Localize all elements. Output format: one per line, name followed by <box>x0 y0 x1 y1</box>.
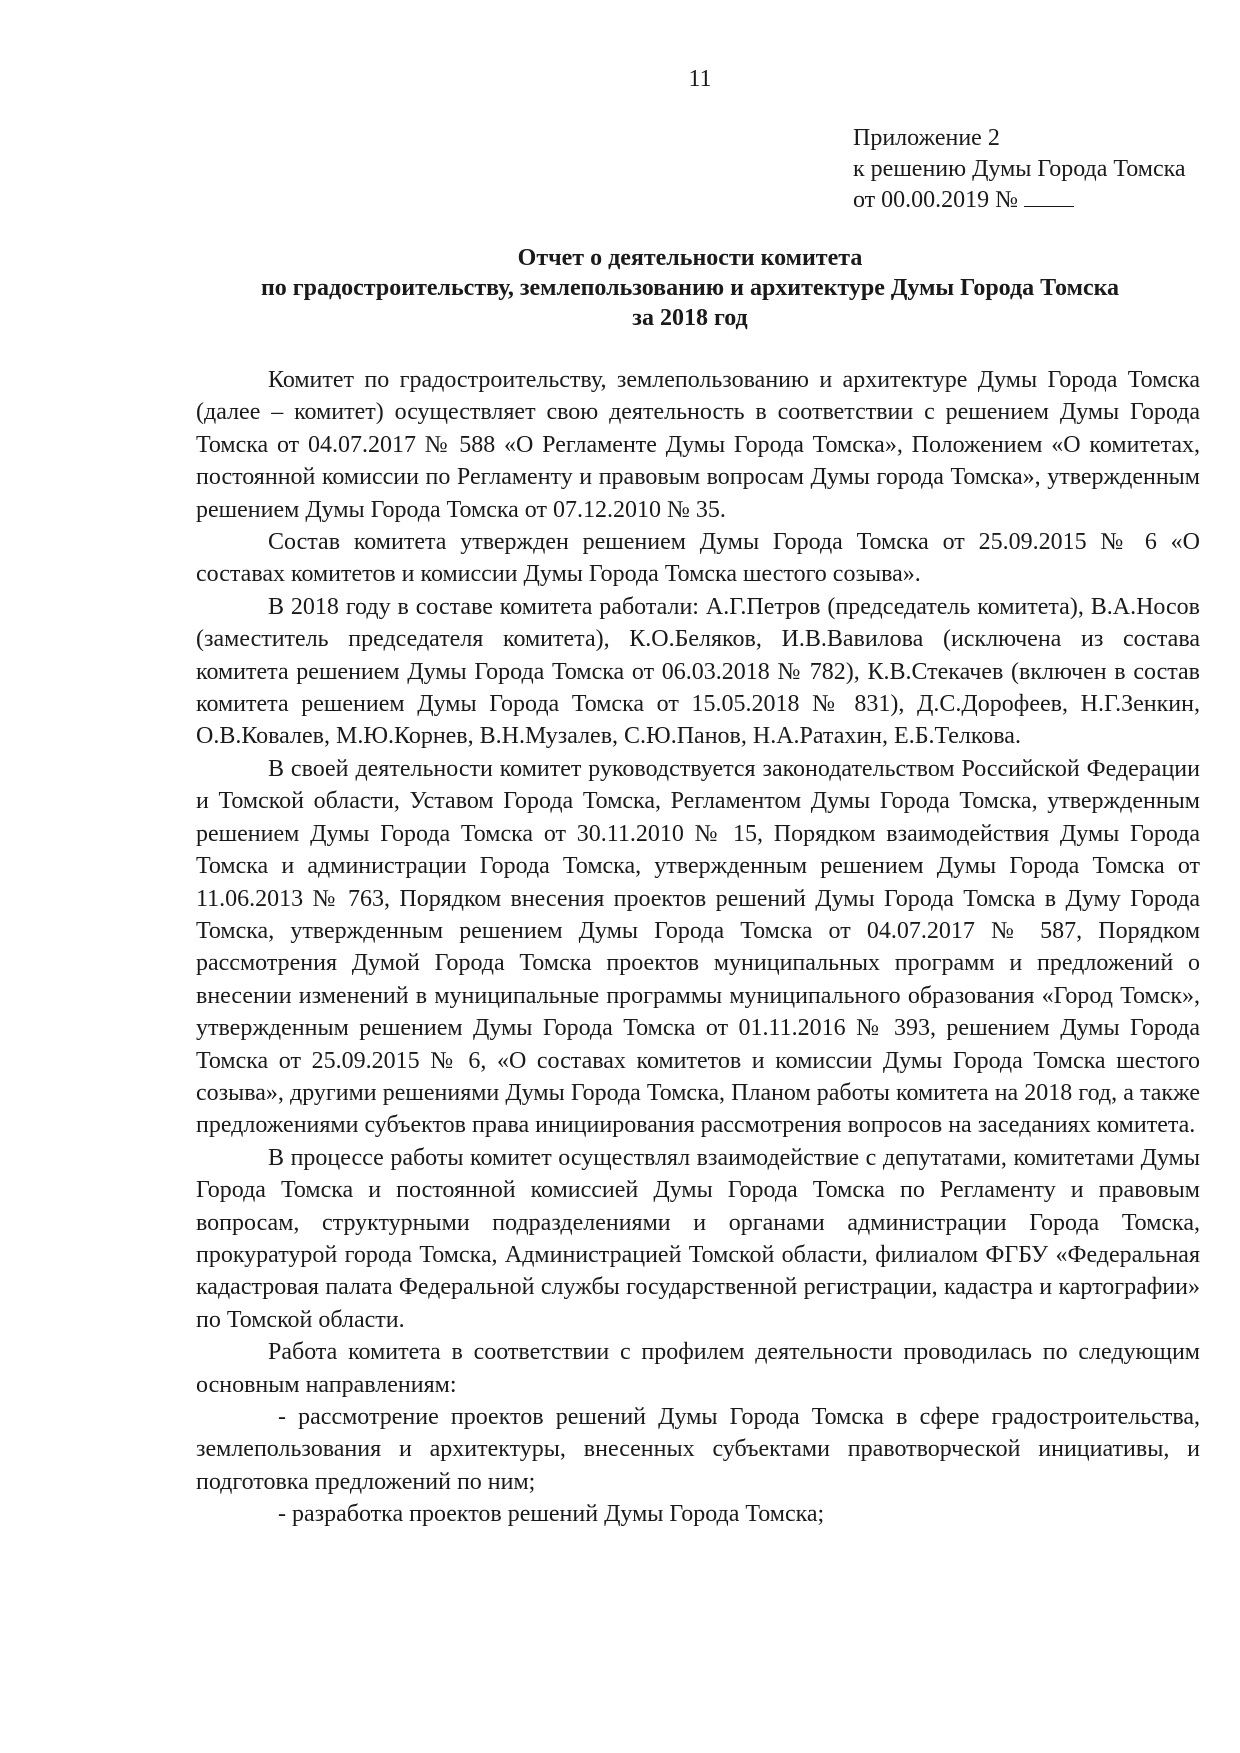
title-line-1: Отчет о деятельности комитета <box>517 245 863 271</box>
bullet-item: - рассмотрение проектов решений Думы Города Томска в сфере градостроительства, землепользования и архитектуры, внесенных субъектами правотворческой инициативы, и подготовка предложений по ним; <box>196 1404 1200 1495</box>
paragraph: Работа комитета в соответствии с профилем деятельности проводилась по следующим основным направлениям: <box>196 1339 1200 1398</box>
document-body <box>196 364 1200 1531</box>
bullet-item: - разработка проектов решений Думы Города Томска; <box>278 1501 825 1528</box>
appendix-header <box>853 123 1186 216</box>
title-line-3: за 2018 год <box>632 305 748 331</box>
appendix-line-1: Приложение 2 <box>853 125 1000 151</box>
paragraph: Комитет по градостроительству, землепользованию и архитектуре Думы Города Томска (далее – комитет) осуществляет свою деятельность в соответствии с решением Думы Города Томска от 04.07.2017 № 588 «О Регламенте Думы Города Томска», Положением «О комитетах, постоянной комиссии по Регламенту и правовым вопросам Думы города Томска», утвержденным решением Думы Города Томска от 07.12.2010 № 35. <box>196 367 1200 523</box>
appendix-line-2: к решению Думы Города Томска <box>853 156 1186 182</box>
page-number: 11 <box>688 66 712 92</box>
appendix-date: от 00.00.2019 № <box>853 187 1019 213</box>
paragraph: В 2018 году в составе комитета работали: А.Г.Петров (председатель комитета), В.А.Носов (заместитель председателя комитета), К.О.Беляков, И.В.Вавилова (исключена из состава комитета решением Думы Города Томска от 06.03.2018 № 782), К.В.Стекачев (включен в состав комитета решением Думы Города Томска от 15.05.2018 № 831), Д.С.Дорофеев, Н.Г.Зенкин, О.В.Ковалев, М.Ю.Корнев, В.Н.Музалев, С.Ю.Панов, Н.А.Ратахин, Е.Б.Телкова. <box>196 593 1200 750</box>
paragraph: В своей деятельности комитет руководствуется законодательством Российской Федерации и Томской области, Уставом Города Томска, Регламентом Думы Города Томска, утвержденным решением Думы Города Томска от 30.11.2010 № 15, Порядком взаимодействия Думы Города Томска и администрации Города Томска, утвержденным решением Думы Города Томска от 11.06.2013 № 763, Порядком внесения проектов решений Думы Города Томска в Думу Города Томска, утвержденным решением Думы Города Томска от 04.07.2017 № 587, Порядком рассмотрения Думой Города Томска проектов муниципальных программ и предложений о внесении изменений в муниципальные программы муниципального образования «Город Томск», утвержденным решением Думы Города Томска от 01.11.2016 № 393, решением Думы Города Томска от 25.09.2015 № 6, «О составах комитетов и комиссии Думы Города Томска шестого созыва», другими решениями Думы Города Томска, Планом работы комитета на 2018 год, а также предложениями субъектов права инициирования рассмотрения вопросов на заседаниях комитета. <box>196 755 1200 1139</box>
paragraph: В процессе работы комитет осуществлял взаимодействие с депутатами, комитетами Думы Города Томска и постоянной комиссией Думы Города Томска по Регламенту и правовым вопросам, структурными подразделениями и органами администрации Города Томска, прокуратурой города Томска, Администрацией Томской области, филиалом ФГБУ «Федеральная кадастровая палата Федеральной службы государственной регистрации, кадастра и картографии» по Томской области. <box>196 1144 1200 1333</box>
paragraph: Состав комитета утвержден решением Думы Города Томска от 25.09.2015 № 6 «О составах комитетов и комиссии Думы Города Томска шестого созыва». <box>196 529 1200 588</box>
number-blank-line <box>1024 188 1074 207</box>
appendix-line-3 <box>853 185 1186 216</box>
title-line-2: по градостроительству, землепользованию и архитектуре Думы Города Томска <box>260 275 1120 301</box>
document-title <box>180 243 1200 333</box>
